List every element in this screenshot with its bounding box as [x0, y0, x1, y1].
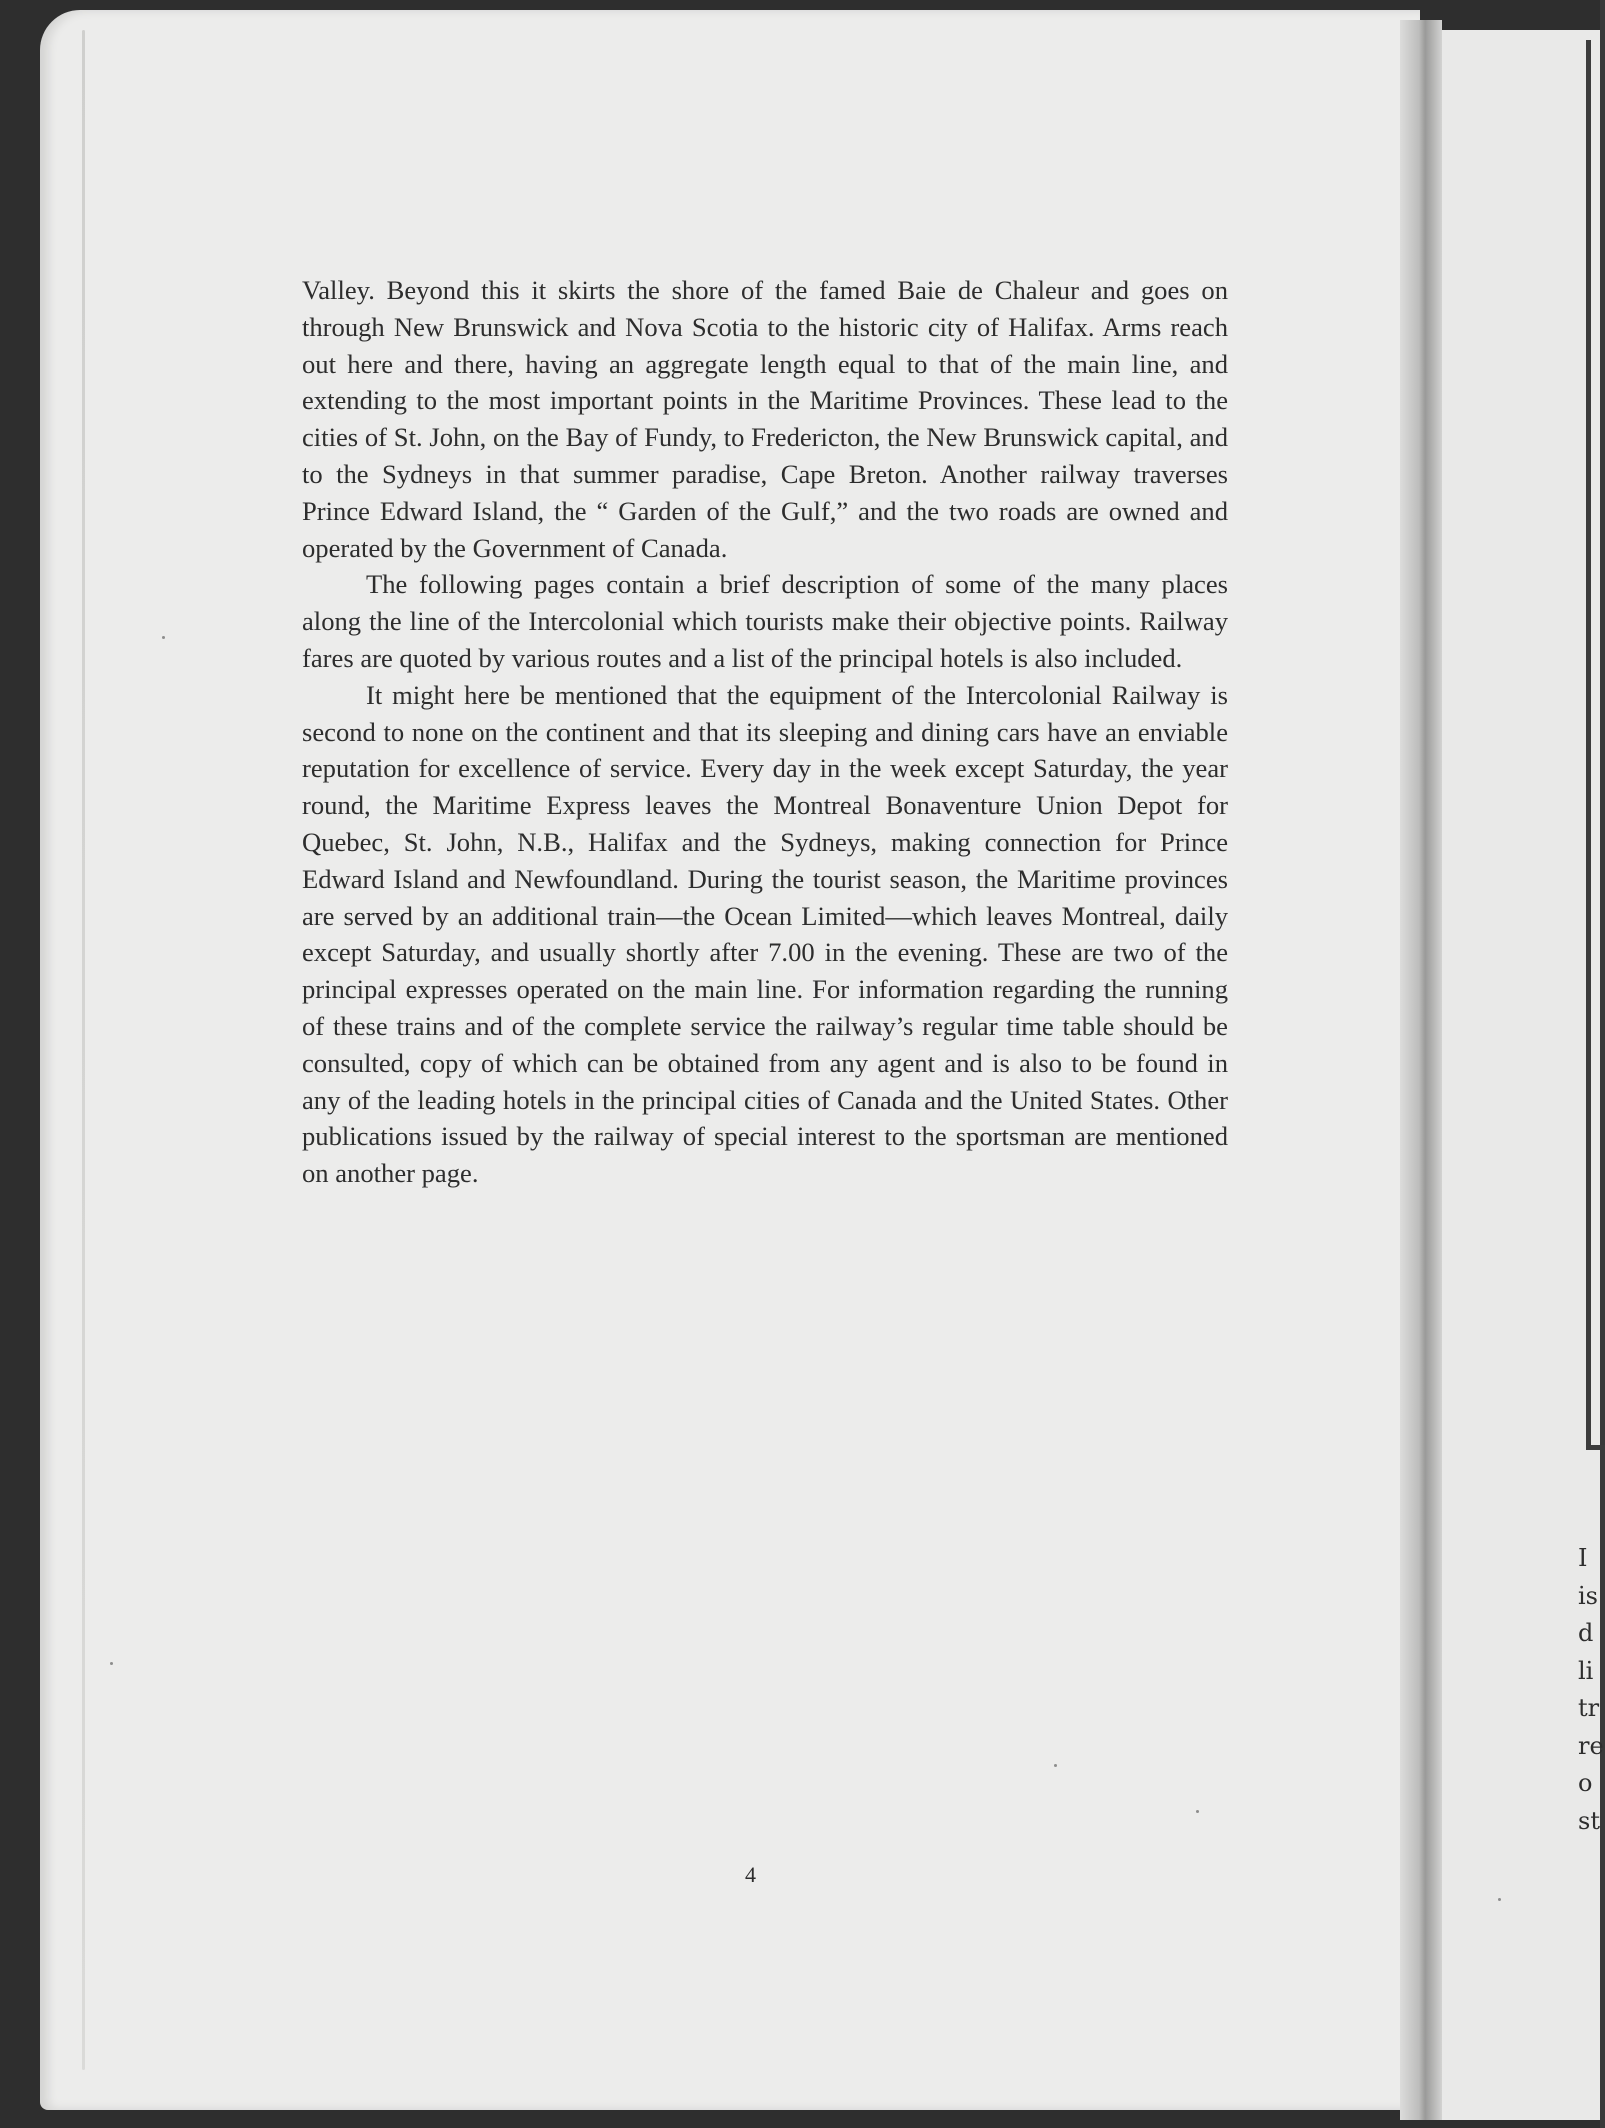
paragraph-3: It might here be mentioned that the equipment of the Intercolonial Railway is second to none on the continent and that its sleeping and dining cars have an enviable reputation for excellence of service. Every day in the week except Saturday, the year round, the Maritime Express leaves the Montreal Bonaventure Union Depot for Quebec, St. John, N.B., Halifax and the Sydneys, making connection for Prince Edward Island and Newfoundland. During the tourist season, the Maritime provinces are served by an additional train—the Ocean Limited—which leaves Montreal, daily except Saturday, and usually shortly after 7.00 in the evening. These are two of the principal expresses operated on the main line. For information regarding the running of these trains and of the complete service the railway’s regular time table should be consulted, copy of which can be obtained from any agent and is also to be found in any of the leading hotels in the principal cities of Canada and the United States. Other publications issued by the railway of special interest to the sportsman are mentioned on another page. [302, 679, 1228, 1189]
dust-speck [110, 1662, 113, 1665]
facing-line-fragment: d [1578, 1619, 1594, 1647]
facing-line-fragment: I [1578, 1544, 1588, 1572]
book-gutter [1400, 20, 1442, 2120]
facing-line-fragment: is [1578, 1581, 1598, 1610]
dust-speck [1196, 1810, 1199, 1813]
paragraph-2: The following pages contain a brief description of some of the many places along the line of the Intercolonial which tourists make their objective points. Railway fares are quoted by various routes and a list of the principal hotels is also included. [302, 569, 1228, 673]
right-page-edge [1442, 30, 1600, 2120]
dust-speck [162, 636, 165, 639]
facing-line-fragment: o [1578, 1769, 1593, 1797]
dust-speck [1498, 1898, 1501, 1901]
facing-line-fragment: st [1578, 1806, 1600, 1835]
facing-line-fragment: re [1578, 1731, 1604, 1760]
facing-line-fragment: li [1578, 1656, 1594, 1685]
paragraph-1: Valley. Beyond this it skirts the shore of the famed Baie de Chaleur and goes on through New Brunswick and Nova Scotia to the historic city of Halifax. Arms reach out here and there, having an aggregate length equal to that of the main line, and extending to the most important points in the Maritime Provinces. These lead to the cities of St. John, on the Bay of Fundy, to Fredericton, the New Brunswick capital, and to the Sydneys in that summer paradise, Cape Breton. Another railway traverses Prince Edward Island, the “ Garden of the Gulf,” and the two roads are owned and operated by the Government of Canada. [302, 275, 1228, 563]
facing-page-text-fragments [1578, 1540, 1604, 1840]
facing-page-image-frame [1586, 40, 1605, 1450]
dust-speck [1054, 1764, 1057, 1767]
page-number: 4 [745, 1862, 756, 1887]
facing-line-fragment: tr [1578, 1694, 1600, 1722]
page-body-text [302, 272, 1228, 1192]
